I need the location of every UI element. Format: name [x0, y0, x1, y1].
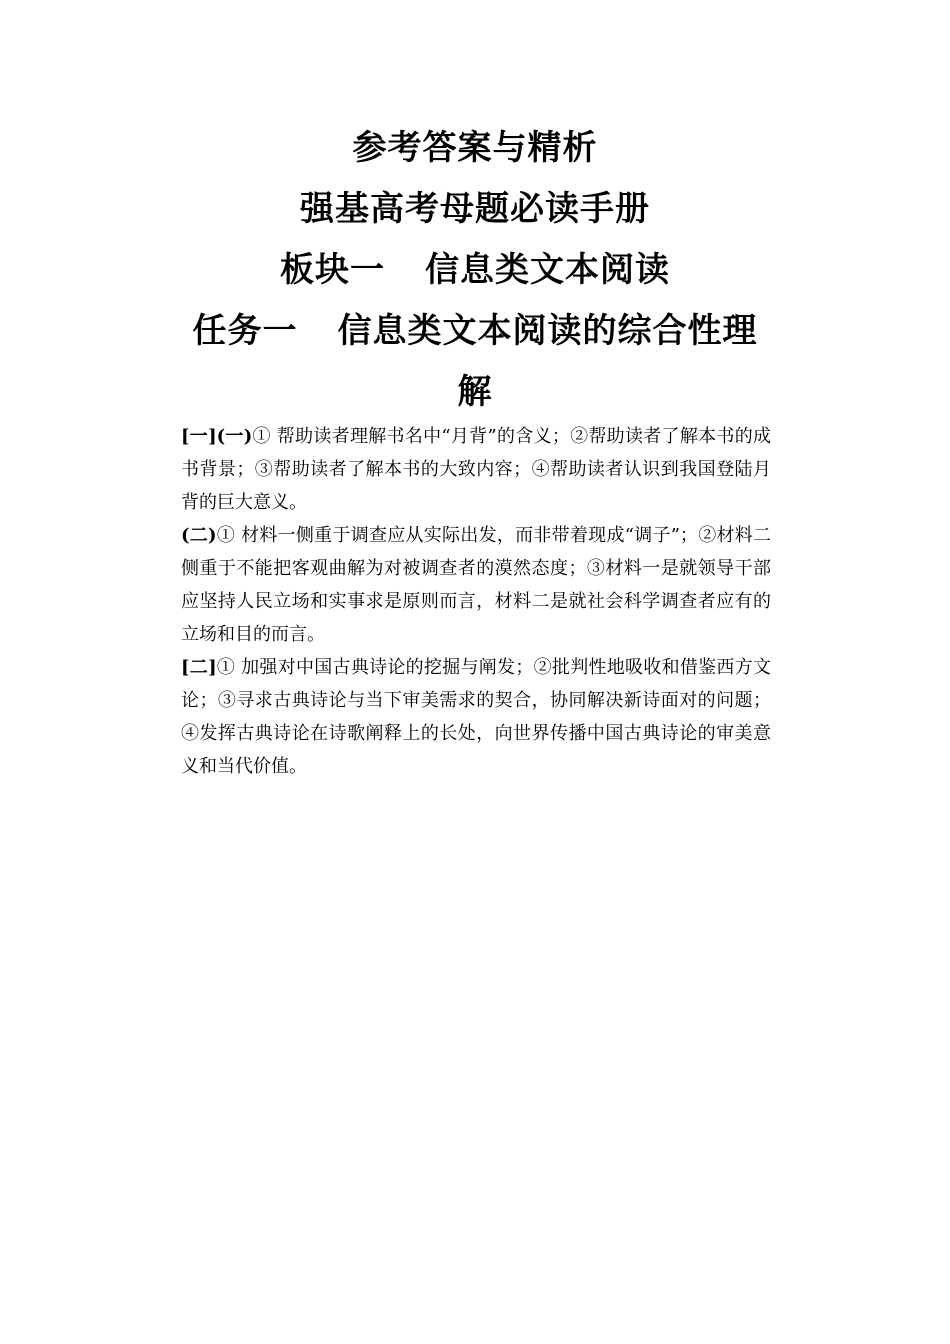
main-title: 参考答案与精析	[352, 128, 598, 168]
answers-section	[181, 420, 771, 783]
answer-paragraph	[181, 519, 771, 651]
answer-marker: [二]	[181, 657, 217, 678]
answer-text: ① 帮助读者理解书名中“月背”的含义；②帮助读者了解本书的成书背景；③帮助读者了解本书的大致内容；④帮助读者认识到我国登陆月背的巨大意义。	[181, 426, 771, 513]
answer-text: ① 材料一侧重于调查应从实际出发，而非带着现成“调子”；②材料二侧重于不能把客观曲解为对被调查者的漠然态度；③材料一是就领导干部应坚持人民立场和实事求是原则而言，材料二是就社会科学调查者应有的立场和目的而言。	[181, 525, 771, 645]
answer-marker: (二)	[181, 525, 217, 546]
section-number: 板块一	[280, 250, 385, 290]
task-number: 任务一	[192, 311, 298, 351]
task-title	[170, 301, 780, 362]
section-title	[170, 240, 780, 301]
title-block	[170, 118, 780, 423]
answer-paragraph	[181, 651, 771, 783]
section-name: 信息类文本阅读	[425, 250, 670, 290]
book-title: 强基高考母题必读手册	[300, 189, 650, 229]
answer-text: ① 加强对中国古典诗论的挖掘与阐发；②批判性地吸收和借鉴西方文论；③寻求古典诗论与当下审美需求的契合，协同解决新诗面对的问题；④发挥古典诗论在诗歌阐释上的长处，向世界传播中国古典诗论的审美意义和当代价值。	[181, 657, 771, 777]
task-title-continued: 解	[457, 372, 493, 412]
answer-paragraph	[181, 420, 771, 519]
task-name: 信息类文本阅读的综合性理	[337, 311, 758, 351]
answer-marker: [一](一)	[181, 426, 253, 447]
